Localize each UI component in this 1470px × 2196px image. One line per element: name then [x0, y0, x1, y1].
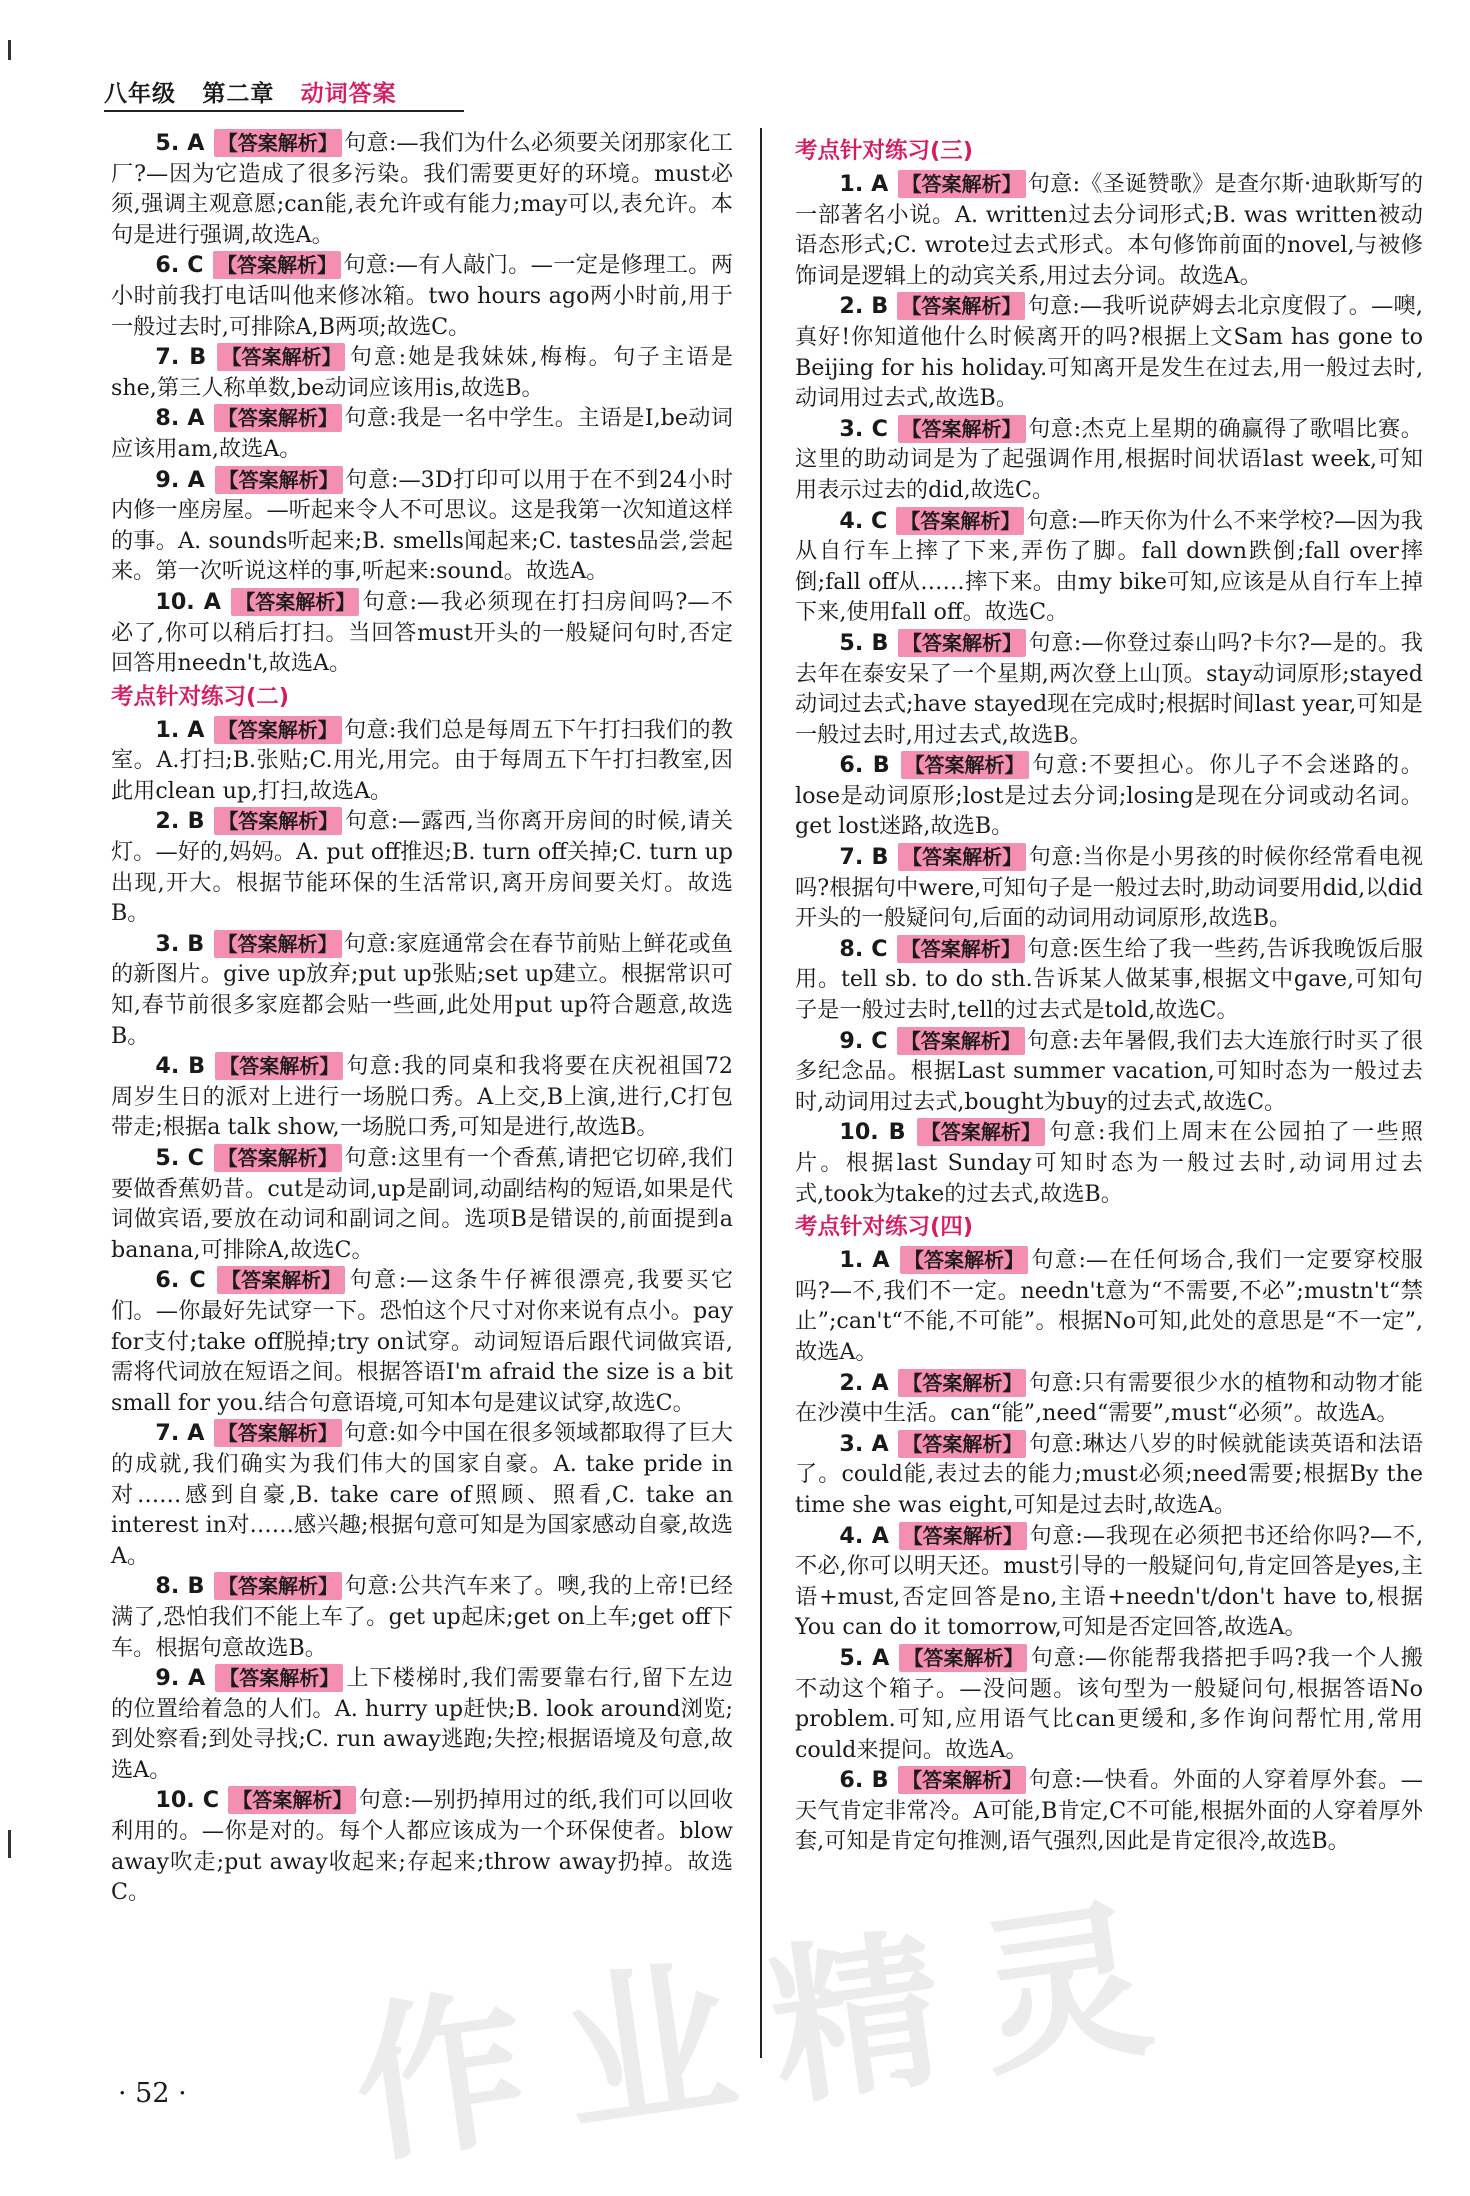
- answer-analysis-tag: 【答案解析】: [231, 588, 359, 616]
- answer-number: 8. B: [155, 1573, 205, 1600]
- answer-analysis-tag: 【答案解析】: [214, 716, 342, 744]
- answer-explanation: 句意:医生给了我一些药,告诉我晚饭后服用。tell sb. to do sth.告诉某人做某事,根据文中gave,可知句子是一般过去时,tell的过去式是told,故选C。: [795, 935, 1424, 1024]
- answer-analysis-tag: 【答案解析】: [898, 629, 1026, 657]
- answer-item: [111, 929, 733, 1051]
- answer-explanation: 句意:—别扔掉用过的纸,我们可以回收利用的。—你是对的。每个人都应该成为一个环保使者。blow away吹走;put away收起来;存起来;throw away扔掉。故选C。: [111, 1787, 734, 1906]
- answer-analysis-tag: 【答案解析】: [217, 1266, 345, 1294]
- answer-number: 2. B: [155, 808, 205, 835]
- answer-analysis-tag: 【答案解析】: [897, 1027, 1025, 1055]
- answer-explanation: 句意:—我必须现在打扫房间吗?—不必了,你可以稍后打扫。当回答must开头的一般疑问句时,否定回答用needn't,故选A。: [111, 588, 733, 677]
- section-title: 考点针对练习(四): [795, 1214, 974, 1241]
- answer-explanation: 句意:—3D打印可以用于在不到24小时内修一座房屋。—听起来令人不可思议。这是我第一次知道这样的事。A. sounds听起来;B. smells闻起来;C. tastes品尝,尝起来。第一次听说这样的事,听起来:sound。故选A。: [111, 466, 733, 585]
- answer-item: [111, 715, 733, 807]
- answer-explanation: 句意:只有需要很少水的植物和动物才能在沙漠中生活。can“能”,need“需要”,must“必须”。故选A。: [795, 1369, 1423, 1427]
- column-divider: [760, 128, 762, 2058]
- answer-item: [111, 250, 733, 342]
- answer-item: [795, 1117, 1423, 1209]
- page-number: · 52 ·: [118, 2078, 187, 2109]
- answer-analysis-tag: 【答案解析】: [897, 292, 1025, 320]
- answer-item: [111, 806, 733, 928]
- answer-item: [795, 414, 1423, 506]
- answer-analysis-tag: 【答案解析】: [214, 1144, 342, 1172]
- answer-explanation: 句意:—快看。外面的人穿着厚外套。—天气肯定非常冷。A可能,B肯定,C不可能,根据外面的人穿着厚外套,可知是肯定句推测,语气强烈,因此是肯定很冷,故选B。: [795, 1767, 1423, 1855]
- answer-analysis-tag: 【答案解析】: [917, 1118, 1045, 1146]
- answer-analysis-tag: 【答案解析】: [214, 404, 342, 432]
- answer-item: [111, 1785, 733, 1907]
- answer-item: [795, 506, 1423, 628]
- answer-item: [795, 842, 1423, 934]
- answer-item: [795, 1643, 1423, 1765]
- answer-item: [795, 1245, 1423, 1367]
- answer-analysis-tag: 【答案解析】: [214, 1419, 342, 1447]
- answer-analysis-tag: 【答案解析】: [900, 1246, 1028, 1274]
- answer-number: 9. A: [155, 1665, 206, 1692]
- answer-explanation: 句意:公共汽车来了。噢,我的上帝!已经满了,恐怕我们不能上车了。get up起床;get on上车;get off下车。根据句意故选B。: [111, 1573, 733, 1661]
- answer-number: 5. A: [839, 1644, 890, 1671]
- answer-number: 7. A: [155, 1420, 205, 1447]
- answer-item: [795, 291, 1423, 413]
- answer-item: [795, 934, 1423, 1026]
- answer-number: 10. C: [155, 1787, 220, 1814]
- answer-explanation: 句意:我的同桌和我将要在庆祝祖国72周岁生日的派对上进行一场脱口秀。A上交,B上演,进行,C打包带走;根据a talk show,一场脱口秀,可知是进行,故选B。: [111, 1053, 733, 1141]
- answer-number: 5. B: [839, 629, 889, 656]
- answer-explanation: 句意:不要担心。你儿子不会迷路的。lose是动词原形;lost是过去分词;losing是现在分词或动名词。get lost迷路,故选B。: [795, 752, 1423, 840]
- answer-item: [795, 750, 1423, 842]
- answer-number: 2. A: [839, 1369, 889, 1396]
- answer-explanation: 句意:《圣诞赞歌》是查尔斯·迪耿斯写的一部著名小说。A. written过去分词形式;B. was written被动语态形式;C. wrote过去式形式。本句修饰前面的novel,与被修饰词是逻辑上的动宾关系,用过去分词。故选A。: [795, 171, 1423, 289]
- answer-number: 3. B: [155, 930, 205, 957]
- answer-analysis-tag: 【答案解析】: [215, 1664, 343, 1692]
- section-title: 考点针对练习(二): [111, 683, 290, 710]
- answer-number: 10. A: [155, 588, 221, 615]
- answer-analysis-tag: 【答案解析】: [897, 935, 1025, 963]
- answer-analysis-tag: 【答案解析】: [214, 129, 342, 157]
- answer-explanation: 句意:家庭通常会在春节前贴上鲜花或鱼的新图片。give up放弃;put up张贴;set up建立。根据常识可知,春节前很多家庭都会贴一些画,此处用put up符合题意,故选B。: [111, 930, 733, 1049]
- page-header: [104, 75, 397, 108]
- answer-item: [795, 1765, 1423, 1857]
- answer-item: [111, 1051, 733, 1143]
- answer-analysis-tag: 【答案解析】: [214, 930, 342, 958]
- answer-explanation: 句意:—我现在必须把书还给你吗?—不,不必,你可以明天还。must引导的一般疑问句,肯定回答是yes,主语+must,否定回答是no,主语+needn't/don't have to,根据You can do it tomorrow,可知是否定回答,故选A。: [795, 1522, 1423, 1641]
- answer-item: [111, 1265, 733, 1418]
- watermark: 作业精灵: [342, 1875, 1203, 2189]
- answer-analysis-tag: 【答案解析】: [217, 343, 345, 371]
- answer-analysis-tag: 【答案解析】: [214, 807, 342, 835]
- section-title: 考点针对练习(三): [795, 138, 974, 164]
- answer-explanation: 上下楼梯时,我们需要靠右行,留下左边的位置给着急的人们。A. hurry up赶快;B. look around浏览;到处察看;到处寻找;C. run away逃跑;失控;根据语境及句意,故选A。: [111, 1665, 733, 1783]
- answer-explanation: 句意:—我们为什么必须要关闭那家化工厂?—因为它造成了很多污染。我们需要更好的环境。must必须,强调主观意愿;can能,表允许或有能力;may可以,表允许。本句是进行强调,故选A。: [111, 130, 733, 248]
- answer-number: 4. B: [155, 1053, 206, 1080]
- answer-item: [111, 128, 733, 250]
- binding-mark-bottom: [8, 1830, 11, 1858]
- answer-item: [111, 1663, 733, 1785]
- answer-explanation: 句意:—这条牛仔裤很漂亮,我要买它们。—你最好先试穿一下。恐怕这个尺寸对你来说有点小。pay for支付;take off脱掉;try on试穿。动词短语后跟代词做宾语,需将代词放在短语之间。根据答语I'm afraid the size is a bit small for you.结合句意语境,可知本句是建议试穿,故选C。: [111, 1267, 734, 1416]
- answer-number: 7. B: [155, 344, 207, 371]
- answer-analysis-tag: 【答案解析】: [898, 415, 1026, 443]
- answer-explanation: 句意:我们上周末在公园拍了一些照片。根据last Sunday可知时态为一般过去时,动词用过去式,took为take的过去式,故选B。: [795, 1119, 1423, 1207]
- answer-analysis-tag: 【答案解析】: [899, 1644, 1027, 1672]
- header-rule: [104, 110, 464, 112]
- answer-item: [111, 1571, 733, 1663]
- answer-analysis-tag: 【答案解析】: [896, 507, 1024, 535]
- answer-analysis-tag: 【答案解析】: [214, 1572, 342, 1600]
- answer-number: 8. C: [839, 935, 888, 962]
- answer-analysis-tag: 【答案解析】: [898, 843, 1026, 871]
- answer-number: 5. A: [155, 130, 205, 156]
- answer-item: [111, 1143, 733, 1265]
- answer-item: [111, 1418, 733, 1571]
- answer-number: 10. B: [839, 1119, 906, 1146]
- answer-explanation: 句意:杰克上星期的确赢得了歌唱比赛。这里的助动词是为了起强调作用,根据时间状语last week,可知用表示过去的did,故选C。: [795, 415, 1423, 503]
- answer-number: 2. B: [839, 293, 889, 320]
- answer-explanation: 句意:—你能帮我搭把手吗?我一个人搬不动这个箱子。—没问题。该句型为一般疑问句,根据答语No problem.可知,应用语气比can更缓和,多作询问帮忙用,常用could来提问。故选A。: [795, 1644, 1423, 1763]
- answer-number: 3. C: [839, 415, 888, 442]
- answer-explanation: 句意:这里有一个香蕉,请把它切碎,我们要做香蕉奶昔。cut是动词,up是副词,动副结构的短语,如果是代词做宾语,要放在动词和副词之间。选项B是错误的,前面提到a banana,可排除A,故选C。: [111, 1145, 733, 1263]
- answer-number: 4. A: [839, 1522, 889, 1549]
- answer-explanation: 句意:琳达八岁的时候就能读英语和法语了。could能,表过去的能力;must必须;need需要;根据By the time she was eight,可知是过去时,故选A。: [795, 1430, 1423, 1518]
- header-grade: 八年级: [104, 81, 176, 107]
- answer-analysis-tag: 【答案解析】: [213, 251, 341, 279]
- answer-number: 9. A: [155, 466, 205, 493]
- answer-explanation: 句意:—露西,当你离开房间的时候,请关灯。—好的,妈妈。A. put off推迟;B. turn off关掉;C. turn up出现,开大。根据节能环保的生活常识,离开房间要关灯。故选B。: [111, 808, 733, 927]
- answer-item: [111, 465, 733, 587]
- answer-explanation: 句意:—你登过泰山吗?卡尔?—是的。我去年在泰安呆了一个星期,两次登上山顶。stay动词原形;stayed动词过去式;have stayed现在完成时;根据时间last year,可知是一般过去时,用过去式,故选B。: [795, 629, 1423, 748]
- answer-analysis-tag: 【答案解析】: [215, 1052, 343, 1080]
- header-topic: 动词答案: [300, 81, 397, 107]
- answer-item: [795, 1521, 1423, 1643]
- answer-number: 5. C: [155, 1145, 204, 1171]
- answer-number: 6. B: [839, 1767, 889, 1794]
- answer-number: 8. A: [155, 405, 205, 432]
- answer-item: [795, 1429, 1423, 1521]
- answer-number: 6. C: [155, 252, 204, 279]
- answer-number: 4. C: [839, 507, 888, 534]
- answer-analysis-tag: 【答案解析】: [215, 466, 343, 494]
- right-column: [795, 133, 1423, 1857]
- answer-analysis-tag: 【答案解析】: [901, 751, 1029, 779]
- answer-item: [795, 628, 1423, 750]
- answer-number: 9. C: [839, 1027, 888, 1054]
- answer-item: [111, 342, 733, 403]
- header-chapter: 第二章: [202, 81, 275, 107]
- answer-explanation: 句意:我是一名中学生。主语是I,be动词应该用am,故选A。: [111, 405, 733, 462]
- answer-item: [795, 169, 1423, 291]
- answer-number: 7. B: [839, 844, 889, 871]
- answer-item: [111, 403, 733, 464]
- answer-number: 6. B: [839, 752, 890, 779]
- answer-explanation: 句意:—我听说萨姆去北京度假了。—噢,真好!你知道他什么时候离开的吗?根据上文Sam has gone to Beijing for his holiday.可知离开是发生在过去,用一般过去时,动词用过去式,故选B。: [795, 293, 1423, 412]
- answer-item: [795, 1368, 1423, 1429]
- answer-item: [795, 1026, 1423, 1118]
- answer-explanation: 句意:当你是小男孩的时候你经常看电视吗?根据句中were,可知句子是一般过去时,助动词要用did,以did开头的一般疑问句,后面的动词用动词原形,故选B。: [795, 844, 1423, 932]
- answer-explanation: 句意:我们总是每周五下午打扫我们的教室。A.打扫;B.张贴;C.用光,用完。由于每周五下午打扫教室,因此用clean up,打扫,故选A。: [111, 716, 733, 804]
- answer-number: 1. A: [155, 716, 205, 743]
- answer-analysis-tag: 【答案解析】: [898, 1766, 1026, 1794]
- answer-analysis-tag: 【答案解析】: [899, 1522, 1027, 1550]
- answer-explanation: 句意:她是我妹妹,梅梅。句子主语是she,第三人称单数,be动词应该用is,故选B。: [111, 344, 733, 401]
- answer-explanation: 句意:去年暑假,我们去大连旅行时买了很多纪念品。根据Last summer vacation,可知时态为一般过去时,动词用过去式,bought为buy的过去式,故选C。: [795, 1027, 1424, 1115]
- binding-mark-top: [8, 40, 11, 60]
- answer-explanation: 句意:—昨天你为什么不来学校?—因为我从自行车上摔了下来,弄伤了脚。fall down跌倒;fall over摔倒;fall off从……摔下来。由my bike可知,应该是从自行车上掉下来,使用fall off。故选C。: [795, 507, 1423, 626]
- answer-explanation: 句意:如今中国在很多领域都取得了巨大的成就,我们确实为我们伟大的国家自豪。A. take pride in对……感到自豪,B. take care of照顾、照看,C. take an interest in对……感兴趣;根据句意可知是为国家感动自豪,故选A。: [111, 1420, 733, 1569]
- answer-explanation: 句意:—在任何场合,我们一定要穿校服吗?—不,我们不一定。needn't意为“不需要,不必”;mustn't“禁止”;can't“不能,不可能”。根据No可知,此处的意思是“不一定”,故选A。: [795, 1247, 1423, 1365]
- answer-analysis-tag: 【答案解析】: [898, 1430, 1026, 1458]
- answer-analysis-tag: 【答案解析】: [228, 1786, 356, 1814]
- left-column: [111, 128, 733, 1908]
- answer-number: 6. C: [155, 1267, 206, 1294]
- answer-number: 1. A: [839, 1247, 890, 1274]
- answer-number: 3. A: [839, 1430, 889, 1457]
- answer-analysis-tag: 【答案解析】: [898, 170, 1026, 198]
- answer-number: 1. A: [839, 171, 889, 197]
- answer-explanation: 句意:—有人敲门。—一定是修理工。两小时前我打电话叫他来修冰箱。two hours ago两小时前,用于一般过去时,可排除A,B两项;故选C。: [111, 252, 733, 340]
- answer-item: [111, 587, 733, 679]
- answer-analysis-tag: 【答案解析】: [898, 1369, 1026, 1397]
